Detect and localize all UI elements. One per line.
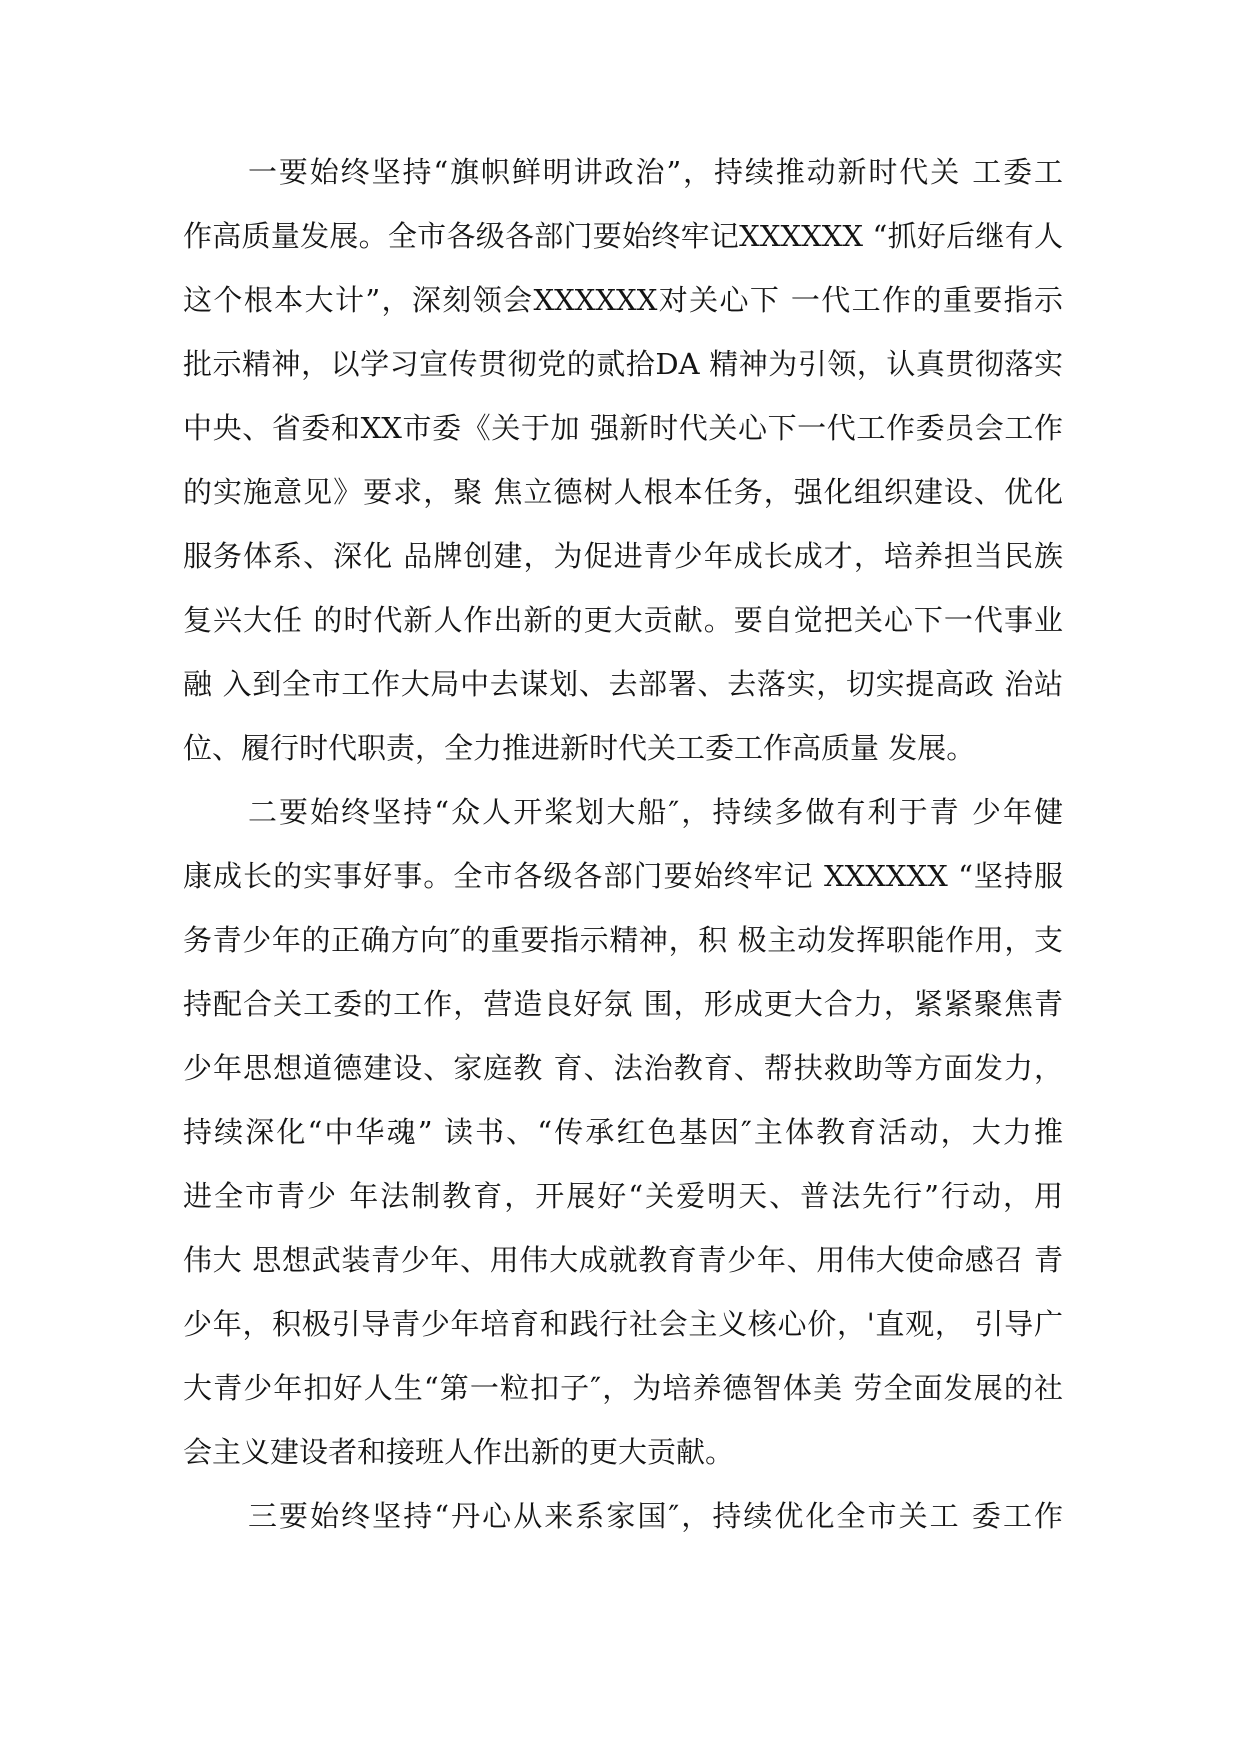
- text-line: 中央、省委和XX市委《关于加 强新时代关心下一代工作委员会工作: [183, 411, 1063, 445]
- text-line: 伟大 思想武装青少年、用伟大成就教育青少年、用伟大使命感召 青: [183, 1243, 1063, 1277]
- text-line: 少年思想道德建设、家庭教 育、法治教育、帮扶救助等方面发力，: [183, 1051, 1063, 1085]
- text-line: 康成长的实事好事。全市各级各部门要始终牢记 XXXXXX “坚持服: [183, 859, 1063, 893]
- paragraph-3: [183, 1484, 1063, 1548]
- text-line: 大青少年扣好人生“第一粒扣子″，为培养德智体美 劳全面发展的社: [183, 1371, 1063, 1405]
- paragraph-2: [183, 780, 1063, 1484]
- paragraph-1: [183, 140, 1063, 780]
- text-line: 复兴大任 的时代新人作出新的更大贡献。要自觉把关心下一代事业: [183, 603, 1063, 637]
- text-line: 进全市青少 年法制教育，开展好“关爱明天、普法先行”行动，用: [183, 1179, 1063, 1213]
- text-line: 位、履行时代职责，全力推进新时代关工委工作高质量 发展。: [183, 731, 976, 765]
- text-line: 会主义建设者和接班人作出新的更大贡献。: [183, 1435, 735, 1469]
- text-line: 批示精神，以学习宣传贯彻党的贰拾DA 精神为引领，认真贯彻落实: [183, 347, 1063, 381]
- text-line: 三要始终坚持“丹心从来系家国″，持续优化全市关工 委工作: [248, 1499, 1063, 1533]
- text-line: 这个根本大计”，深刻领会XXXXXX对关心下 一代工作的重要指示: [183, 283, 1063, 317]
- document-body: [183, 140, 1063, 1548]
- text-line: 一要始终坚持“旗帜鲜明讲政治”，持续推动新时代关 工委工: [248, 155, 1063, 189]
- text-line: 的实施意见》要求，聚 焦立德树人根本任务，强化组织建设、优化: [183, 475, 1063, 509]
- text-line: 少年，积极引导青少年培育和践行社会主义核心价，'直观， 引导广: [183, 1307, 1063, 1341]
- text-line: 务青少年的正确方向″的重要指示精神，积 极主动发挥职能作用，支: [183, 923, 1063, 957]
- text-line: 服务体系、深化 品牌创建，为促进青少年成长成才，培养担当民族: [183, 539, 1063, 573]
- text-line: 作高质量发展。全市各级各部门要始终牢记XXXXXX “抓好后继有人: [183, 219, 1063, 253]
- text-line: 持续深化“中华魂” 读书、“传承红色基因″主体教育活动，大力推: [183, 1115, 1063, 1149]
- text-line: 持配合关工委的工作，营造良好氛 围，形成更大合力，紧紧聚焦青: [183, 987, 1063, 1021]
- text-line: 二要始终坚持“众人开桨划大船″，持续多做有利于青 少年健: [248, 795, 1063, 829]
- text-line: 融 入到全市工作大局中去谋划、去部署、去落实，切实提高政 治站: [183, 667, 1063, 701]
